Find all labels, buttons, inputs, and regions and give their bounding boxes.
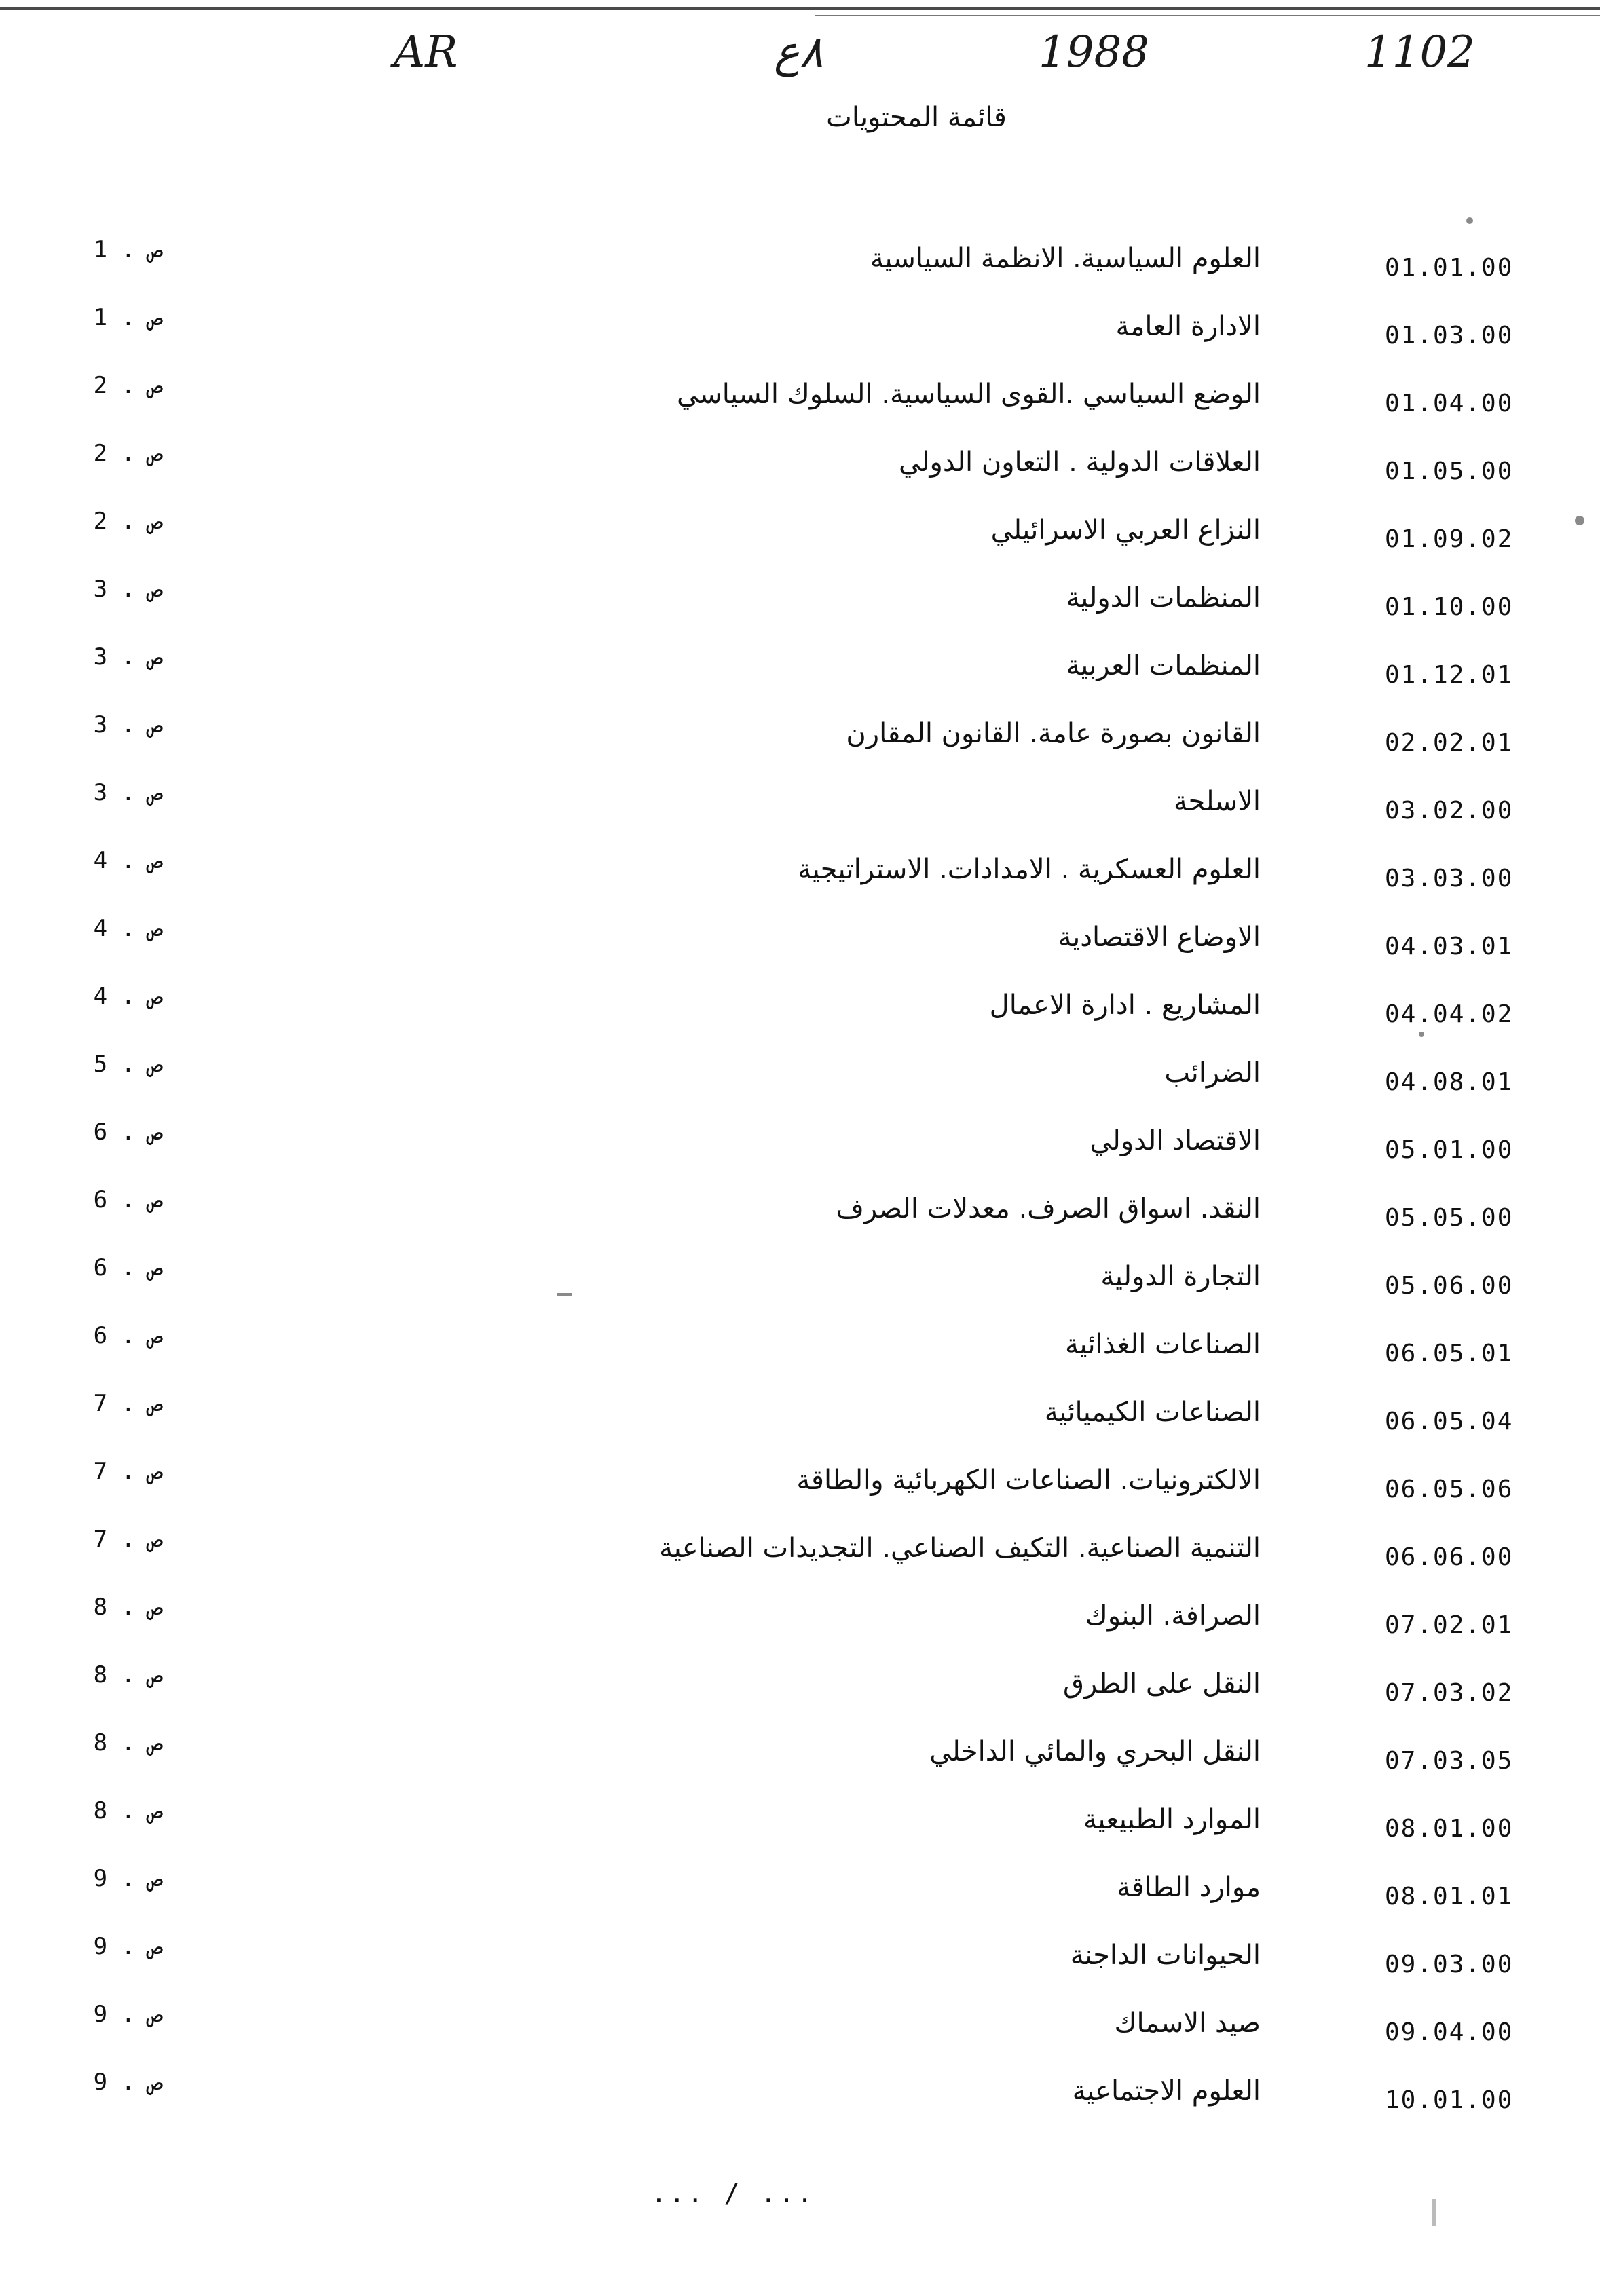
toc-row [0, 1526, 1600, 1587]
toc-row [0, 508, 1600, 569]
toc-page: ص . 4 [93, 915, 163, 942]
toc-code: 01.09.02 [1385, 525, 1514, 553]
toc-row [0, 1661, 1600, 1723]
scan-speck [557, 1293, 572, 1296]
toc-page: ص . 9 [93, 1933, 163, 1960]
toc-page: ص . 8 [93, 1729, 163, 1756]
toc-row [0, 1051, 1600, 1112]
toc-title: التجارة الدولية [1100, 1261, 1261, 1292]
toc-page: ص . 6 [93, 1322, 163, 1349]
toc-row [0, 1594, 1600, 1655]
toc-title: الحيوانات الداجنة [1070, 1940, 1261, 1971]
continuation-marker: ... / ... [651, 2179, 815, 2208]
toc-page: ص . 1 [93, 304, 163, 331]
toc-code: 08.01.01 [1385, 1883, 1514, 1911]
toc-code: 06.05.06 [1385, 1475, 1514, 1503]
handwritten-mark-center-left: ٨ع [774, 27, 823, 77]
toc-page: ص . 9 [93, 2069, 163, 2096]
scan-speck [1419, 1032, 1424, 1037]
scan-edge-top [0, 7, 1600, 10]
toc-code: 06.05.01 [1385, 1340, 1514, 1368]
toc-row [0, 915, 1600, 976]
toc-row [0, 1390, 1600, 1451]
toc-row [0, 847, 1600, 908]
toc-page: ص . 9 [93, 2001, 163, 2028]
page-title: قائمة المحتويات [826, 102, 1007, 133]
toc-row [0, 1254, 1600, 1315]
toc-code: 04.04.02 [1385, 1000, 1514, 1028]
toc-code: 05.06.00 [1385, 1272, 1514, 1300]
toc-row [0, 2069, 1600, 2130]
toc-title: العلوم الاجتماعية [1072, 2075, 1261, 2107]
toc-row [0, 711, 1600, 772]
toc-page: ص . 8 [93, 1594, 163, 1621]
toc-title: العلاقات الدولية . التعاون الدولي [898, 447, 1261, 478]
toc-title: موارد الطاقة [1117, 1872, 1261, 1903]
toc-row [0, 304, 1600, 365]
toc-code: 06.06.00 [1385, 1543, 1514, 1571]
toc-code: 07.02.01 [1385, 1611, 1514, 1639]
toc-row [0, 1865, 1600, 1926]
toc-row [0, 1458, 1600, 1519]
toc-title: النقد. اسواق الصرف. معدلات الصرف [836, 1193, 1261, 1224]
toc-title: الادارة العامة [1115, 311, 1261, 342]
toc-title: الموارد الطبيعية [1083, 1804, 1261, 1835]
toc-code: 01.01.00 [1385, 254, 1514, 282]
toc-title: العلوم العسكرية . الامدادات. الاستراتيجية [798, 854, 1261, 885]
toc-title: العلوم السياسية. الانظمة السياسية [870, 243, 1261, 274]
toc-title: الضرائب [1164, 1057, 1261, 1089]
toc-code: 10.01.00 [1385, 2086, 1514, 2114]
toc-code: 06.05.04 [1385, 1408, 1514, 1435]
toc-title: القانون بصورة عامة. القانون المقارن [846, 718, 1261, 749]
toc-title: النقل على الطرق [1063, 1668, 1261, 1699]
toc-code: 07.03.02 [1385, 1679, 1514, 1707]
scan-speck [1432, 2199, 1436, 2226]
toc-code: 07.03.05 [1385, 1747, 1514, 1775]
toc-row [0, 2001, 1600, 2062]
toc-page: ص . 3 [93, 643, 163, 671]
toc-code: 02.02.01 [1385, 729, 1514, 757]
toc-title: الاقتصاد الدولي [1090, 1125, 1261, 1156]
toc-code: 04.08.01 [1385, 1068, 1514, 1096]
toc-page: ص . 2 [93, 372, 163, 399]
toc-page: ص . 8 [93, 1797, 163, 1824]
handwritten-mark-left: AR [394, 27, 458, 77]
toc-row [0, 1797, 1600, 1858]
toc-page: ص . 3 [93, 711, 163, 738]
toc-page: ص . 8 [93, 1661, 163, 1689]
toc-page: ص . 7 [93, 1390, 163, 1417]
scan-edge-top-secondary [815, 15, 1600, 16]
scan-speck [1575, 516, 1584, 525]
toc-code: 03.03.00 [1385, 865, 1514, 892]
toc-row [0, 983, 1600, 1044]
toc-page: ص . 3 [93, 576, 163, 603]
toc-page: ص . 4 [93, 847, 163, 874]
toc-title: النقل البحري والمائي الداخلي [929, 1736, 1261, 1767]
toc-code: 01.04.00 [1385, 390, 1514, 417]
toc-page: ص . 9 [93, 1865, 163, 1892]
toc-page: ص . 3 [93, 779, 163, 806]
toc-row [0, 779, 1600, 840]
toc-title: المنظمات الدولية [1066, 582, 1261, 614]
toc-page: ص . 6 [93, 1186, 163, 1213]
toc-page: ص . 7 [93, 1458, 163, 1485]
toc-code: 09.04.00 [1385, 2018, 1514, 2046]
toc-code: 01.05.00 [1385, 457, 1514, 485]
toc-page: ص . 6 [93, 1118, 163, 1146]
handwritten-year: 1988 [1039, 27, 1149, 77]
toc-row [0, 372, 1600, 433]
toc-code: 05.05.00 [1385, 1204, 1514, 1232]
toc-title: الاوضاع الاقتصادية [1058, 922, 1261, 953]
toc-title: الاسلحة [1174, 786, 1261, 817]
toc-title: النزاع العربي الاسرائيلي [990, 514, 1261, 546]
toc-row [0, 440, 1600, 501]
toc-row [0, 1322, 1600, 1383]
toc-code: 08.01.00 [1385, 1815, 1514, 1843]
toc-code: 01.10.00 [1385, 593, 1514, 621]
toc-page: ص . 2 [93, 440, 163, 467]
toc-title: الصناعات الغذائية [1064, 1329, 1261, 1360]
toc-row [0, 576, 1600, 637]
toc-row [0, 1118, 1600, 1180]
toc-code: 01.03.00 [1385, 322, 1514, 350]
toc-page: ص . 6 [93, 1254, 163, 1281]
toc-code: 05.01.00 [1385, 1136, 1514, 1164]
toc-page: ص . 1 [93, 236, 163, 263]
toc-title: الصرافة. البنوك [1085, 1600, 1261, 1632]
toc-row [0, 1729, 1600, 1790]
toc-title: صيد الاسماك [1114, 2008, 1261, 2039]
handwritten-mark-right: 1102 [1364, 27, 1475, 77]
toc-title: المشاريع . ادارة الاعمال [989, 990, 1261, 1021]
toc-page: ص . 5 [93, 1051, 163, 1078]
toc-page: ص . 4 [93, 983, 163, 1010]
toc-row [0, 1186, 1600, 1247]
toc-row [0, 643, 1600, 704]
toc-code: 03.02.00 [1385, 797, 1514, 825]
toc-title: الصناعات الكيميائية [1044, 1397, 1261, 1428]
toc-row [0, 236, 1600, 297]
toc-title: التنمية الصناعية. التكيف الصناعي. التجديدات الصناعية [659, 1532, 1261, 1564]
toc-title: المنظمات العربية [1066, 650, 1261, 681]
toc-row [0, 1933, 1600, 1994]
toc-code: 01.12.01 [1385, 661, 1514, 689]
toc-title: الوضع السياسي .القوى السياسية. السلوك السياسي [676, 379, 1261, 410]
toc-title: الالكترونيات. الصناعات الكهربائية والطاقة [796, 1465, 1261, 1496]
toc-page: ص . 7 [93, 1526, 163, 1553]
toc-code: 04.03.01 [1385, 933, 1514, 960]
toc-page: ص . 2 [93, 508, 163, 535]
toc-code: 09.03.00 [1385, 1951, 1514, 1978]
scan-speck [1466, 217, 1473, 224]
